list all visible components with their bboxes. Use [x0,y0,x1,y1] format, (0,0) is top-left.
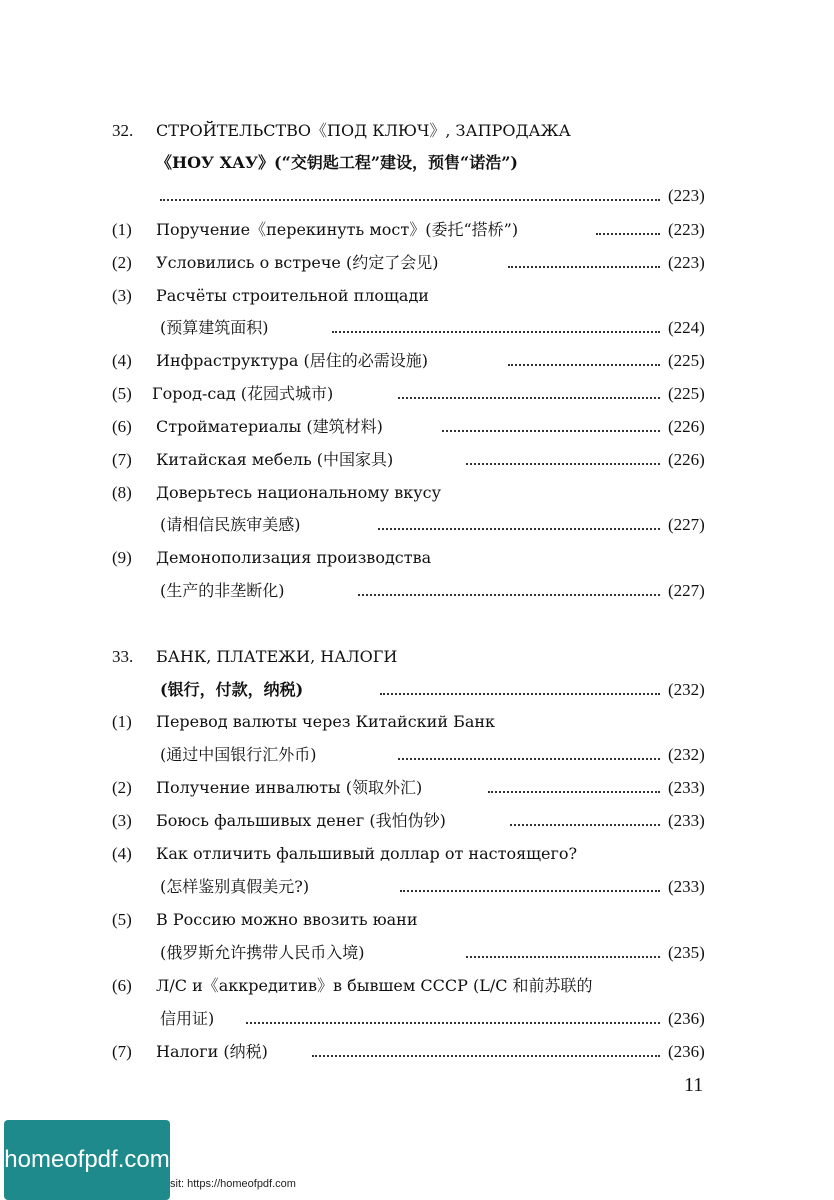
toc-entry-cont[interactable] [0,872,834,902]
page-ref: (226) [668,450,705,469]
toc-entry-cont[interactable] [0,740,834,770]
entry-number: (6) [112,417,132,436]
toc-entry[interactable] [0,379,834,409]
entry-text: Налоги (纳税) [156,1042,268,1061]
entry-number: (4) [112,351,132,370]
entry-text: В Россию можно ввозить юани [156,910,418,929]
page-ref: (223) [668,220,705,239]
dot-leader [380,693,660,695]
entry-text: Инфраструктура (居住的必需设施) [156,351,429,370]
page-ref: (225) [668,384,705,403]
page-ref: (226) [668,417,705,436]
dot-leader [466,463,660,465]
entry-text: Перевод валюты через Китайский Банк [156,712,496,731]
toc-entry[interactable] [0,806,834,836]
section-number: 33. [112,647,134,666]
toc-entry-cont[interactable] [0,576,834,606]
section-title: БАНК, ПЛАТЕЖИ, НАЛОГИ [156,647,398,666]
dot-leader [400,890,660,892]
toc-entry[interactable] [0,215,834,245]
page-ref: (223) [668,186,705,205]
dot-leader [160,199,660,201]
dot-leader [358,594,660,596]
toc-entry[interactable] [0,346,834,376]
page-ref: (227) [668,581,705,600]
entry-text-cont: (生产的非垄断化) [160,581,285,600]
page-number: 11 [684,1074,704,1096]
entry-number: (3) [112,811,132,830]
entry-text: Расчёты строительной площади [156,286,429,305]
entry-number: (7) [112,1042,132,1061]
watermark-visit-link[interactable]: sit: https://homeofpdf.com [170,1178,296,1190]
section-title-cont: (银行，付款，纳税) [160,680,304,699]
entry-number: (2) [112,778,132,797]
page-ref: (225) [668,351,705,370]
page-ref: (233) [668,877,705,896]
toc-entry-cont[interactable] [0,510,834,540]
entry-text: Поручение《перекинуть мост》(委托“搭桥”) [156,220,519,239]
dot-leader [488,791,660,793]
entry-number: (4) [112,844,132,863]
dot-leader [508,364,660,366]
watermark-logo[interactable]: homeofpdf.com [4,1120,170,1200]
section-heading [0,116,834,146]
entry-number: (1) [112,220,132,239]
toc-entry[interactable] [0,839,834,869]
entry-number: (5) [112,910,132,929]
toc-entry[interactable] [0,675,834,705]
toc-entry[interactable] [0,971,834,1001]
entry-number: (7) [112,450,132,469]
dot-leader [398,758,660,760]
entry-number: (5) [112,384,132,403]
toc-entry[interactable] [0,543,834,573]
toc-entry[interactable] [0,773,834,803]
toc-entry[interactable] [0,707,834,737]
toc-entry[interactable] [0,1037,834,1067]
page-ref: (223) [668,253,705,272]
section-title-cont: 《НОУ ХАУ》(“交钥匙工程”建设，预售“诺浩”) [156,153,518,172]
entry-number: (1) [112,712,132,731]
toc-entry-cont[interactable] [0,938,834,968]
entry-text: Боюсь фальшивых денег (我怕伪钞) [156,811,446,830]
dot-leader [510,824,660,826]
entry-text: Л/С и《аккредитив》в бывшем СССР (L/C 和前苏联的 [156,976,593,995]
entry-number: (9) [112,548,132,567]
toc-entry[interactable] [0,181,834,211]
page-ref: (233) [668,811,705,830]
entry-text: Демонополизация производства [156,548,432,567]
dot-leader [398,397,660,399]
toc-entry[interactable] [0,412,834,442]
toc-entry[interactable] [0,478,834,508]
dot-leader [466,956,660,958]
entry-number: (8) [112,483,132,502]
toc-entry[interactable] [0,248,834,278]
entry-text-cont: (俄罗斯允许携带人民币入境) [160,943,365,962]
entry-number: (3) [112,286,132,305]
entry-number: (2) [112,253,132,272]
entry-text: Как отличить фальшивый доллар от настоящего? [156,844,578,863]
dot-leader [246,1022,660,1024]
section-heading [0,642,834,672]
toc-entry[interactable] [0,905,834,935]
page-ref: (236) [668,1009,705,1028]
toc-entry[interactable] [0,281,834,311]
entry-number: (6) [112,976,132,995]
page-ref: (236) [668,1042,705,1061]
page-ref: (227) [668,515,705,534]
page-ref: (224) [668,318,705,337]
dot-leader [596,233,660,235]
entry-text-cont: (请相信民族审美感) [160,515,301,534]
section-title: СТРОЙТЕЛЬСТВО《ПОД КЛЮЧ》, ЗАПРОДАЖА [156,121,571,140]
entry-text: Условились о встрече (约定了会见) [156,253,439,272]
page-ref: (232) [668,680,705,699]
entry-text: Получение инвалюты (领取外汇) [156,778,423,797]
dot-leader [508,266,660,268]
page-ref: (232) [668,745,705,764]
entry-text-cont: (预算建筑面积) [160,318,269,337]
section-number: 32. [112,121,134,140]
dot-leader [332,331,660,333]
dot-leader [378,528,660,530]
toc-entry-cont[interactable] [0,1004,834,1034]
entry-text: Город-сад (花园式城市) [152,384,334,403]
section-heading-cont [0,148,834,178]
toc-entry-cont[interactable] [0,313,834,343]
entry-text-cont: (怎样鉴别真假美元?) [160,877,310,896]
entry-text: Доверьтесь национальному вкусу [156,483,442,502]
entry-text: Китайская мебель (中国家具) [156,450,394,469]
dot-leader [442,430,660,432]
page-ref: (235) [668,943,705,962]
dot-leader [312,1055,660,1057]
entry-text-cont: (通过中国银行汇外币) [160,745,317,764]
entry-text: Стройматериалы (建筑材料) [156,417,383,436]
toc-entry[interactable] [0,445,834,475]
entry-text-cont: 信用证) [160,1009,215,1028]
page-ref: (233) [668,778,705,797]
